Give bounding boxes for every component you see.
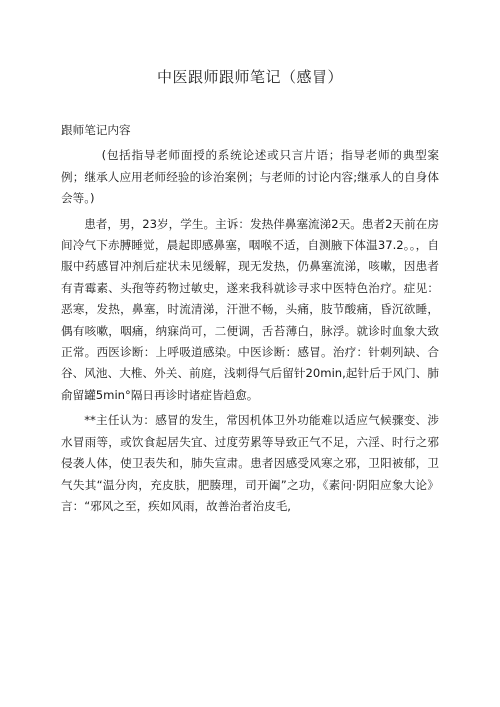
document-title: 中医跟师跟师笔记（感冒）	[156, 68, 343, 86]
paragraph-instructions: (包括指导老师面授的系统论述或只言片语；指导老师的典型案例；继承人应用老师经验的诊治案例；与老师的讨论内容;继承人的自身体会等。)	[61, 148, 439, 206]
paragraph-commentary: **主任认为：感冒的发生，常因机体卫外功能难以适应气候骤变、涉水冒雨等，或饮食起居失宜、过度劳累等导致正气不足，六淫、时行之邪侵袭人体，使卫表失和，肺失宣肃。患者因感受风寒之邪，卫阳被郁，卫气失其“温分肉，充皮肤，肥腠理，司开阖”之功，《素问·阴阳应象大论》言：“邪风之至，疾如风雨，故善治者治皮毛,	[61, 413, 439, 513]
document-body	[61, 120, 439, 517]
paragraph-case: 患者，男，23岁，学生。主诉：发热伴鼻塞流涕2天。患者2天前在房间冷气下赤膊睡觉，晨起即感鼻塞，咽喉不适，自测腋下体温37.2。。，自服中药感冒冲剂后症状未见缓解，现无发热，仍鼻塞流涕，咳嗽，因患者有青霉素、头孢等药物过敏史，遂来我科就诊寻求中医特色治疗。症见：恶寒，发热，鼻塞，时流清涕，汗泄不畅，头痛，肢节酸痛，昏沉欲睡，偶有咳嗽，咽痛，纳寐尚可，二便调，舌苔薄白，脉浮。就诊时血象大致正常。西医诊断：上呼吸道感染。中医诊断：感冒。治疗：针刺列缺、合谷、风池、大椎、外关、前庭，浅刺得气后留针20min,起针后于风门、肺俞留罐5min°隔日再诊时诸症皆趋愈。	[61, 216, 439, 402]
section-heading: 跟师笔记内容	[61, 123, 131, 137]
